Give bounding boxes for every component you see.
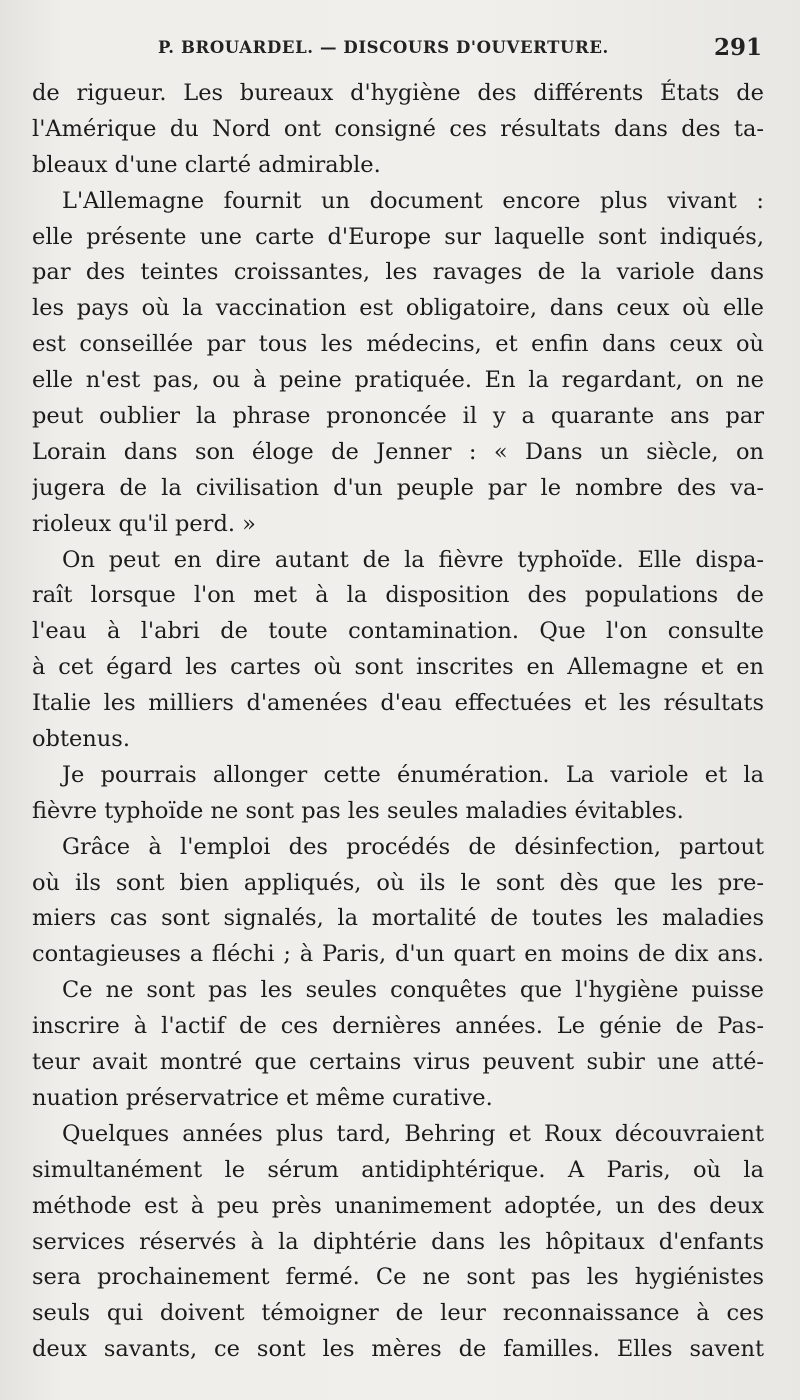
text-line: raît lorsque l'on met à la disposition des populations de [32, 582, 764, 609]
text-line: sera prochainement fermé. Ce ne sont pas les hygiénistes [32, 1264, 764, 1291]
text-line: Je pourrais allonger cette énumération. La variole et la [62, 761, 764, 788]
text-line: deux savants, ce sont les mères de familles. Elles savent [32, 1336, 764, 1363]
text-line: à cet égard les cartes où sont inscrites en Allemagne et en [32, 654, 764, 681]
text-line: elle n'est pas, ou à peine pratiquée. En la regardant, on ne [32, 367, 764, 394]
text-line: par des teintes croissantes, les ravages de la variole dans [32, 259, 764, 286]
text-line: l'eau à l'abri de toute contamination. Que l'on consulte [32, 618, 764, 645]
text-line: inscrire à l'actif de ces dernières années. Le génie de Pas- [32, 1013, 764, 1040]
text-line: Lorain dans son éloge de Jenner : « Dans un siècle, on [32, 438, 764, 465]
page-header [158, 34, 762, 68]
text-line: seuls qui doivent témoigner de leur reconnaissance à ces [32, 1300, 764, 1327]
text-line: contagieuses a fléchi ; à Paris, d'un quart en moins de dix ans. [32, 941, 764, 968]
text-line: Quelques années plus tard, Behring et Roux découvraient [62, 1120, 764, 1147]
text-line: jugera de la civilisation d'un peuple par le nombre des va- [32, 474, 764, 501]
text-line: Ce ne sont pas les seules conquêtes que l'hygiène puisse [62, 977, 764, 1004]
text-line: où ils sont bien appliqués, où ils le sont dès que les pre- [32, 869, 764, 896]
text-line: peut oublier la phrase prononcée il y a quarante ans par [32, 403, 764, 430]
text-line: de rigueur. Les bureaux d'hygiène des différents États de [32, 80, 764, 106]
running-head: P. BROUARDEL. — DISCOURS D'OUVERTURE. [158, 38, 609, 57]
text-line: est conseillée par tous les médecins, et enfin dans ceux où [32, 331, 764, 358]
page-number: 291 [713, 34, 762, 61]
text-line: obtenus. [32, 726, 130, 753]
text-line: Grâce à l'emploi des procédés de désinfection, partout [62, 833, 764, 860]
text-line: les pays où la vaccination est obligatoire, dans ceux où elle [32, 295, 764, 322]
text-line: rioleux qu'il perd. » [32, 510, 256, 537]
text-line: méthode est à peu près unanimement adoptée, un des deux [32, 1192, 764, 1219]
text-line: miers cas sont signalés, la mortalité de toutes les maladies [32, 905, 764, 932]
text-line: l'Amérique du Nord ont consigné ces résultats dans des ta- [32, 115, 764, 142]
text-line: On peut en dire autant de la fièvre typhoïde. Elle dispa- [62, 546, 764, 573]
body-text [32, 76, 764, 1368]
text-line: nuation préservatrice et même curative. [32, 1084, 493, 1111]
text-line: services réservés à la diphtérie dans les hôpitaux d'enfants [32, 1228, 764, 1255]
text-line: teur avait montré que certains virus peuvent subir une atté- [32, 1049, 764, 1076]
text-line: Italie les milliers d'amenées d'eau effectuées et les résultats [32, 690, 764, 717]
text-line: L'Allemagne fournit un document encore plus vivant : [62, 187, 764, 214]
text-line: elle présente une carte d'Europe sur laquelle sont indiqués, [32, 223, 764, 250]
text-line: bleaux d'une clarté admirable. [32, 151, 381, 178]
text-line: simultanément le sérum antidiphtérique. A Paris, où la [32, 1156, 764, 1183]
text-line: fièvre typhoïde ne sont pas les seules maladies évitables. [32, 797, 684, 824]
